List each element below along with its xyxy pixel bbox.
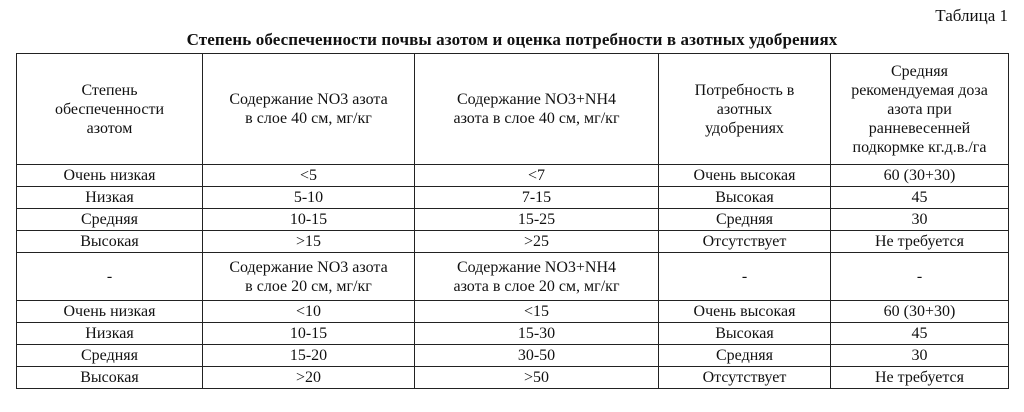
table-cell: 15-30 bbox=[415, 323, 659, 345]
table-cell: >20 bbox=[203, 367, 415, 389]
table-cell: <5 bbox=[203, 165, 415, 187]
table-label: Таблица 1 bbox=[935, 6, 1008, 25]
table-cell: <7 bbox=[415, 165, 659, 187]
table-cell: 15-25 bbox=[415, 209, 659, 231]
table-cell: >25 bbox=[415, 231, 659, 253]
table-cell: <10 bbox=[203, 301, 415, 323]
table-cell: 45 bbox=[831, 187, 1009, 209]
table-row bbox=[17, 187, 1009, 209]
table-cell: 30 bbox=[831, 209, 1009, 231]
header-cell-need: Потребность в азотных удобрениях bbox=[659, 54, 831, 165]
header-cell-no3-nh4-40cm: Содержание NO3+NH4 азота в слое 40 см, мг/кг bbox=[415, 54, 659, 165]
header-cell-dose: Средняя рекомендуемая доза азота при ранневесенней подкормке кг.д.в./га bbox=[831, 54, 1009, 165]
header-cell-supply-level: Степень обеспеченности азотом bbox=[17, 54, 203, 165]
table-title: Степень обеспеченности почвы азотом и оценка потребности в азотных удобрениях bbox=[186, 30, 838, 49]
table-cell: Высокая bbox=[17, 367, 203, 389]
header-row bbox=[17, 54, 1009, 165]
table-cell: 60 (30+30) bbox=[831, 301, 1009, 323]
table-cell: <15 bbox=[415, 301, 659, 323]
table-cell: Низкая bbox=[17, 187, 203, 209]
table-row bbox=[17, 165, 1009, 187]
table-cell: Средняя bbox=[659, 345, 831, 367]
table-row bbox=[17, 345, 1009, 367]
table-cell: Очень высокая bbox=[659, 165, 831, 187]
table-cell: 30-50 bbox=[415, 345, 659, 367]
table-cell: Высокая bbox=[659, 187, 831, 209]
table-cell: Очень высокая bbox=[659, 301, 831, 323]
table-cell: Средняя bbox=[17, 345, 203, 367]
table-cell: Очень низкая bbox=[17, 165, 203, 187]
table-cell: Очень низкая bbox=[17, 301, 203, 323]
table-cell: Отсутствует bbox=[659, 231, 831, 253]
table-cell: 45 bbox=[831, 323, 1009, 345]
subheader-cell-dash: - bbox=[17, 253, 203, 301]
table-cell: Не требуется bbox=[831, 367, 1009, 389]
table-cell: 7-15 bbox=[415, 187, 659, 209]
table-cell: 60 (30+30) bbox=[831, 165, 1009, 187]
table-cell: >50 bbox=[415, 367, 659, 389]
table-cell: 30 bbox=[831, 345, 1009, 367]
table-row bbox=[17, 301, 1009, 323]
subheader-cell-dash: - bbox=[831, 253, 1009, 301]
table-cell: Средняя bbox=[659, 209, 831, 231]
table-row bbox=[17, 209, 1009, 231]
table-row bbox=[17, 323, 1009, 345]
table-row bbox=[17, 367, 1009, 389]
table-cell: Низкая bbox=[17, 323, 203, 345]
subheader-row bbox=[17, 253, 1009, 301]
table-cell: Средняя bbox=[17, 209, 203, 231]
table-cell: Высокая bbox=[17, 231, 203, 253]
header-cell-no3-40cm: Содержание NO3 азота в слое 40 см, мг/кг bbox=[203, 54, 415, 165]
table-cell: Высокая bbox=[659, 323, 831, 345]
table-cell: 5-10 bbox=[203, 187, 415, 209]
subheader-cell-no3-20cm: Содержание NO3 азота в слое 20 см, мг/кг bbox=[203, 253, 415, 301]
nitrogen-table bbox=[16, 53, 1009, 389]
subheader-cell-no3-nh4-20cm: Содержание NO3+NH4 азота в слое 20 см, мг/кг bbox=[415, 253, 659, 301]
table-cell: >15 bbox=[203, 231, 415, 253]
table-cell: 10-15 bbox=[203, 209, 415, 231]
subheader-cell-dash: - bbox=[659, 253, 831, 301]
table-cell: 10-15 bbox=[203, 323, 415, 345]
table-cell: Не требуется bbox=[831, 231, 1009, 253]
table-cell: 15-20 bbox=[203, 345, 415, 367]
table-cell: Отсутствует bbox=[659, 367, 831, 389]
table-row bbox=[17, 231, 1009, 253]
